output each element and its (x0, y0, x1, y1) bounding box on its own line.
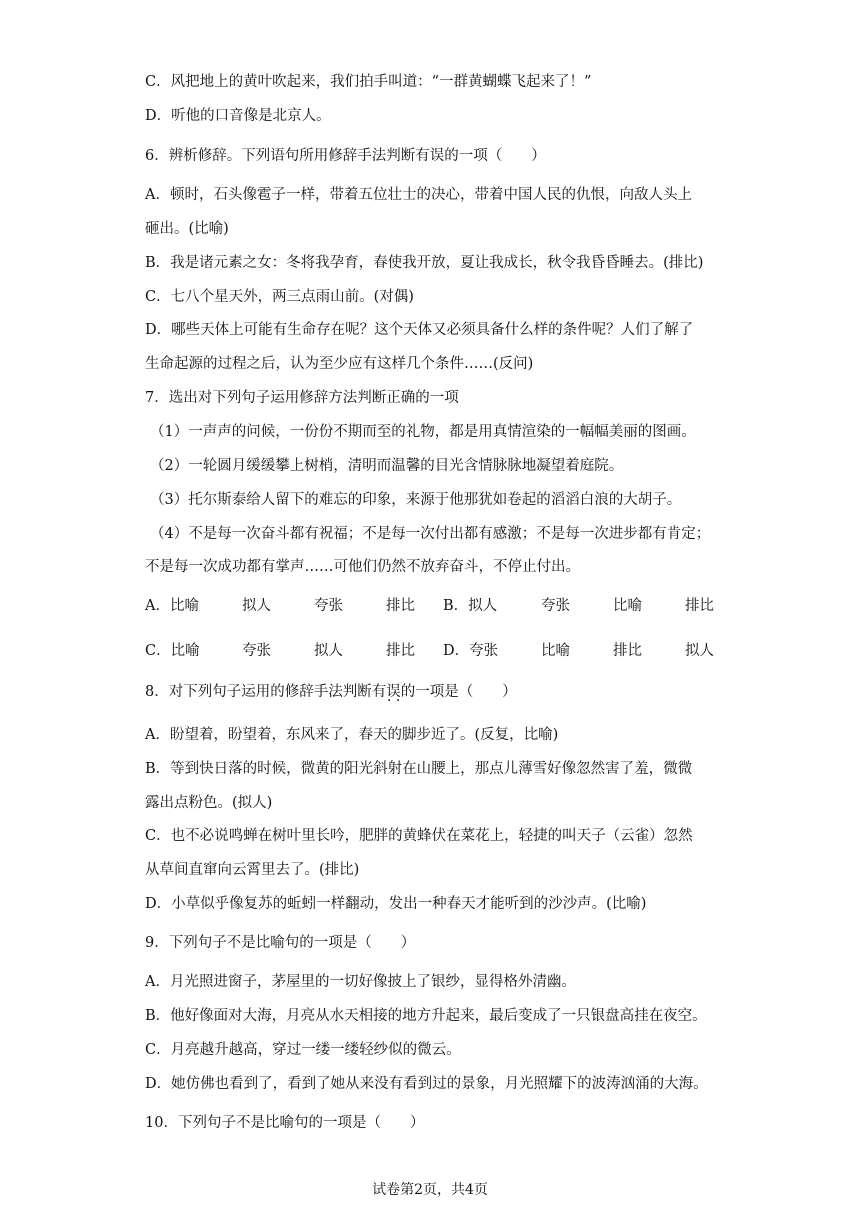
q7-option-a-3: 夸张 (314, 598, 343, 614)
q9-option-c: C．月亮越升越高，穿过一缕一缕轻纱似的微云。 (145, 1042, 461, 1058)
q7-option-d-4: 拟人 (685, 643, 714, 659)
q7-option-a-label: A．比喻 (145, 598, 199, 614)
q7-sentence-4-line2: 不是每一次成功都有掌声……可他们仍然不放弃奋斗，不停止付出。 (145, 559, 580, 575)
q6-option-b: B．我是诸元素之女：冬将我孕育，春使我开放，夏让我成长，秋令我昏昏睡去。(排比) (145, 255, 704, 271)
q7-option-c-2: 夸张 (242, 643, 271, 659)
q9-option-b: B．他好像面对大海，月亮从水天相接的地方升起来，最后变成了一只银盘高挂在夜空。 (145, 1008, 707, 1024)
q8-option-d: D．小草似乎像复苏的蚯蚓一样翻动，发出一种春天才能听到的沙沙声。(比喻) (145, 896, 647, 912)
q7-option-b-label: B．拟人 (443, 598, 498, 614)
q7-sentence-4-line1: （4）不是每一次奋斗都有祝福；不是每一次付出都有感激；不是每一次进步都有肯定； (150, 526, 711, 542)
q7-option-c-3: 拟人 (314, 643, 343, 659)
emphasis-dots (385, 684, 415, 704)
q5-option-d: D．听他的口音像是北京人。 (145, 108, 331, 124)
q7-option-d-3: 排比 (613, 643, 642, 659)
q8-option-c-line1: C．也不必说鸣蝉在树叶里长吟，肥胖的黄蜂伏在菜花上，轻捷的叫天子（云雀）忽然 (145, 828, 693, 844)
q6-option-d-line1: D．哪些天体上可能有生命存在呢？这个天体又必须具备什么样的条件呢？人们了解了 (145, 322, 694, 338)
q7-sentence-1: （1）一声声的问候，一份份不期而至的礼物，都是用真情渲染的一幅幅美丽的图画。 (150, 424, 696, 440)
page-footer: 试卷第2页，共4页 (372, 1182, 488, 1198)
q7-option-b-2: 夸张 (541, 598, 570, 614)
q9-option-d: D．她仿佛也看到了，看到了她从来没有看到过的景象，月光照耀下的波涛汹涌的大海。 (145, 1076, 708, 1092)
q7-option-c-label: C．比喻 (145, 643, 200, 659)
q7-option-d-2: 比喻 (541, 643, 570, 659)
q6-option-d-line2: 生命起源的过程之后，认为至少应有这样几个条件……(反问) (145, 356, 534, 372)
q7-option-a-2: 拟人 (242, 598, 271, 614)
q10-stem: 10．下列句子不是比喻句的一项是（ ） (145, 1115, 425, 1131)
q8-option-a: A．盼望着，盼望着，东风来了，春天的脚步近了。(反复，比喻) (145, 727, 559, 743)
q7-option-b-4: 排比 (685, 598, 714, 614)
q5-option-c: C．风把地上的黄叶吹起来，我们拍手叫道：“一群黄蝴蝶飞起来了！” (145, 74, 592, 90)
q8-stem: 8．对下列句子运用的修辞手法判断有误的一项是（ ） (145, 684, 517, 700)
q7-option-c-4: 排比 (386, 643, 415, 659)
q7-option-a-4: 排比 (386, 598, 415, 614)
q8-option-b-line2: 露出点粉色。(拟人) (145, 795, 273, 811)
q6-stem: 6．辨析修辞。下列语句所用修辞手法判断有误的一项（ ） (145, 148, 546, 164)
q8-option-b-line1: B．等到快日落的时候，微黄的阳光斜射在山腰上，那点儿薄雪好像忽然害了羞，微微 (145, 761, 693, 777)
q7-sentence-2: （2）一轮圆月缓缓攀上树梢，清明而温馨的目光含情脉脉地凝望着庭院。 (150, 458, 624, 474)
q6-option-c: C．七八个星天外，两三点雨山前。(对偶) (145, 289, 414, 305)
q9-stem: 9．下列句子不是比喻句的一项是（ ） (145, 935, 416, 951)
q7-stem: 7．选出对下列句子运用修辞方法判断正确的一项 (145, 390, 459, 406)
q6-option-a-line1: A．顿时，石头像雹子一样，带着五位壮士的决心，带着中国人民的仇恨，向敌人头上 (145, 187, 692, 203)
q6-option-a-line2: 砸出。(比喻) (145, 221, 229, 237)
q7-option-d-label: D．夸张 (443, 643, 499, 659)
q8-option-c-line2: 从草间直窜向云霄里去了。(排比) (145, 862, 360, 878)
q9-option-a: A．月光照进窗子，茅屋里的一切好像披上了银纱，显得格外清幽。 (145, 974, 576, 990)
q7-sentence-3: （3）托尔斯泰给人留下的难忘的印象，来源于他那犹如卷起的滔滔白浪的大胡子。 (150, 492, 682, 508)
q7-option-b-3: 比喻 (613, 598, 642, 614)
